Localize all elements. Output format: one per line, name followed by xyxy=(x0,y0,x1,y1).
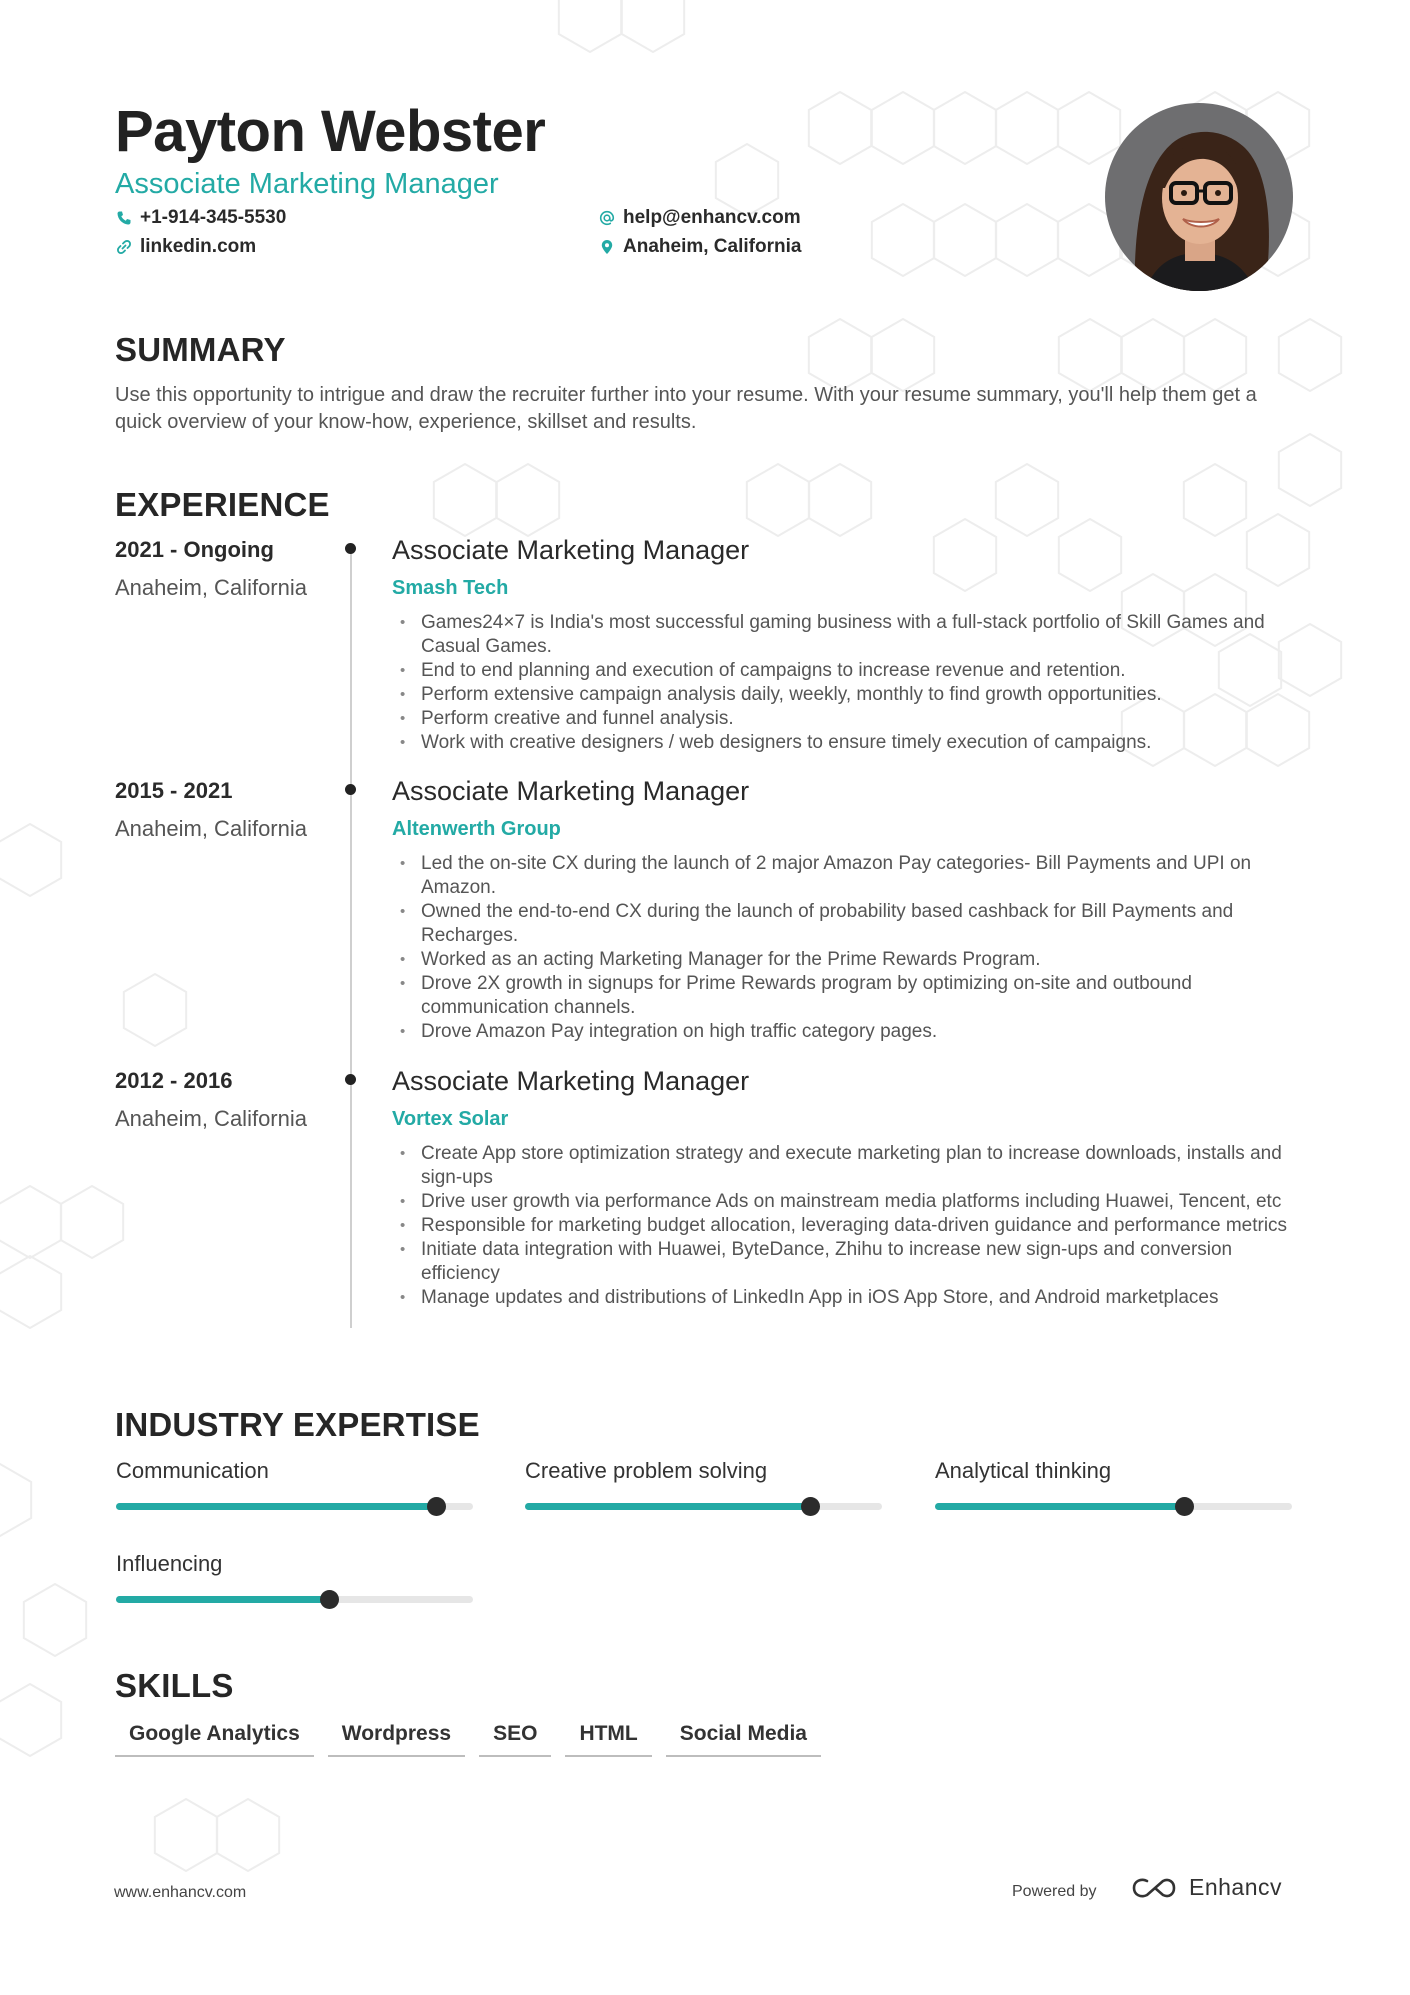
expertise-fill xyxy=(935,1503,1185,1510)
expertise-label: Analytical thinking xyxy=(935,1458,1112,1483)
bullet-item: • Initiate data integration with Huawei, ByteDance, Zhihu to increase new sign-ups and conversion efficiency xyxy=(392,1238,1312,1286)
candidate-role: Associate Marketing Manager xyxy=(115,168,499,200)
job-bullets xyxy=(392,852,1312,1044)
expertise-fill xyxy=(116,1596,330,1603)
phone-text: +1-914-345-5530 xyxy=(140,207,287,228)
job-location: Anaheim, California xyxy=(115,575,307,600)
expertise-track xyxy=(116,1596,473,1603)
location-text: Anaheim, California xyxy=(623,236,802,257)
expertise-label: Influencing xyxy=(116,1551,223,1576)
phone-icon xyxy=(116,210,132,226)
bullet-item: • Create App store optimization strategy and execute marketing plan to increase downloads, installs and sign-ups xyxy=(392,1142,1312,1190)
skill-tag: Wordpress xyxy=(328,1722,465,1757)
skill-tag: HTML xyxy=(565,1722,651,1757)
skill-tag: SEO xyxy=(479,1722,551,1757)
candidate-name: Payton Webster xyxy=(115,99,546,164)
skills-heading: SKILLS xyxy=(115,1667,234,1704)
summary-text: Use this opportunity to intrigue and draw the recruiter further into your resume. With your resume summary, you'll help them get a quick overview of your know-how, experience, skillset and results. xyxy=(115,384,1257,433)
expertise-knob xyxy=(1175,1497,1194,1516)
bullet-item: • Responsible for marketing budget allocation, leveraging data-driven guidance and performance metrics xyxy=(392,1214,1312,1238)
bullet-item: • Led the on-site CX during the launch of 2 major Amazon Pay categories- Bill Payments and UPI on Amazon. xyxy=(392,852,1312,900)
profile-photo xyxy=(1105,103,1293,291)
bullet-item: • Drove 2X growth in signups for Prime Rewards program by optimizing on-site and outbound communication channels. xyxy=(392,972,1312,1020)
job-bullets xyxy=(392,1142,1312,1310)
job-title: Associate Marketing Manager xyxy=(392,1066,750,1096)
bullet-item: • Drive user growth via performance Ads on mainstream media platforms including Huawei, Tencent, etc xyxy=(392,1190,1312,1214)
expertise-knob xyxy=(801,1497,820,1516)
bullet-item: • Perform extensive campaign analysis daily, weekly, monthly to find growth opportunities. xyxy=(392,683,1312,707)
expertise-label: Creative problem solving xyxy=(525,1458,768,1483)
expertise-label: Communication xyxy=(116,1458,269,1483)
job-bullets xyxy=(392,611,1312,755)
job-company: Altenwerth Group xyxy=(392,818,561,840)
bullet-item: • Worked as an acting Marketing Manager for the Prime Rewards Program. xyxy=(392,948,1312,972)
expertise-fill xyxy=(525,1503,811,1510)
skill-tag: Google Analytics xyxy=(115,1722,314,1757)
job-location: Anaheim, California xyxy=(115,816,307,841)
bullet-item: • Work with creative designers / web designers to ensure timely execution of campaigns. xyxy=(392,731,1312,755)
timeline-line xyxy=(350,548,352,1328)
timeline-dot xyxy=(345,543,356,554)
contact-linkedin[interactable] xyxy=(116,236,256,258)
job-dates: 2015 - 2021 xyxy=(115,778,233,803)
bullet-item: • Owned the end-to-end CX during the launch of probability based cashback for Bill Payments and Recharges. xyxy=(392,900,1312,948)
enhancv-logo[interactable] xyxy=(1131,1874,1282,1901)
footer-website[interactable]: www.enhancv.com xyxy=(114,1884,247,1901)
enhancv-logo-icon xyxy=(1131,1876,1177,1900)
timeline-dot xyxy=(345,1074,356,1085)
bullet-item: • End to end planning and execution of campaigns to increase revenue and retention. xyxy=(392,659,1312,683)
job-location: Anaheim, California xyxy=(115,1106,307,1131)
expertise-fill xyxy=(116,1503,437,1510)
contact-location xyxy=(599,236,801,258)
expertise-heading: INDUSTRY EXPERTISE xyxy=(115,1406,480,1443)
bullet-item: • Drove Amazon Pay integration on high traffic category pages. xyxy=(392,1020,1312,1044)
experience-heading: EXPERIENCE xyxy=(115,486,330,523)
enhancv-logo-text: Enhancv xyxy=(1189,1874,1283,1900)
job-title: Associate Marketing Manager xyxy=(392,776,750,806)
expertise-track xyxy=(525,1503,882,1510)
bullet-item: • Manage updates and distributions of LinkedIn App in iOS App Store, and Android marketplaces xyxy=(392,1286,1312,1310)
expertise-knob xyxy=(320,1590,339,1609)
timeline-dot xyxy=(345,784,356,795)
expertise-knob xyxy=(427,1497,446,1516)
job-dates: 2021 - Ongoing xyxy=(115,537,274,562)
job-title: Associate Marketing Manager xyxy=(392,535,750,565)
linkedin-text: linkedin.com xyxy=(140,236,257,257)
link-icon xyxy=(116,239,132,255)
email-text: help@enhancv.com xyxy=(623,207,801,228)
footer-powered-by: Powered by xyxy=(1012,1883,1097,1900)
bullet-item: • Games24×7 is India's most successful gaming business with a full-stack portfolio of Skill Games and Casual Games. xyxy=(392,611,1312,659)
expertise-track xyxy=(116,1503,473,1510)
contact-phone xyxy=(116,207,286,229)
location-pin-icon xyxy=(599,239,615,255)
job-company: Vortex Solar xyxy=(392,1108,509,1130)
expertise-track xyxy=(935,1503,1292,1510)
skills-list xyxy=(115,1722,821,1757)
bullet-item: • Perform creative and funnel analysis. xyxy=(392,707,1312,731)
job-dates: 2012 - 2016 xyxy=(115,1068,233,1093)
skill-tag: Social Media xyxy=(666,1722,821,1757)
summary-heading: SUMMARY xyxy=(115,331,286,368)
at-icon xyxy=(599,210,615,226)
job-company: Smash Tech xyxy=(392,577,509,599)
contact-email[interactable] xyxy=(599,207,801,229)
